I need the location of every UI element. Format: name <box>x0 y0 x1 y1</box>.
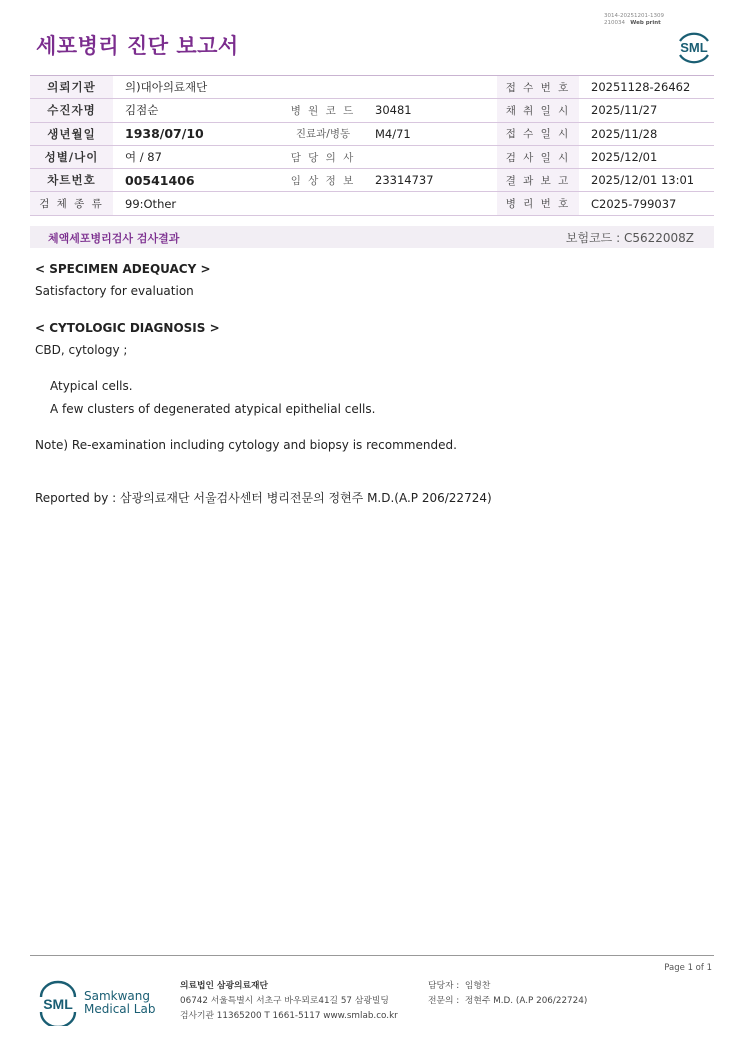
value-birth-date: 1938/07/10 <box>113 122 283 145</box>
table-row <box>30 145 714 168</box>
label-test-date: 검 사 일 시 <box>497 145 579 168</box>
footer-sml-logo-icon <box>36 980 80 1026</box>
label-patient-name: 수진자명 <box>30 99 113 122</box>
value-department-ward: M4/71 <box>363 122 497 145</box>
value-patient-name: 김점순 <box>113 99 283 122</box>
reported-by: Reported by : 삼광의료재단 서울검사센터 병리전문의 정현주 M.D.(A.P 206/22724) <box>35 491 492 505</box>
table-row <box>30 99 714 122</box>
value-hospital-code: 30481 <box>363 99 497 122</box>
footer-brand <box>84 990 155 1016</box>
page-number: Page 1 of 1 <box>664 963 712 973</box>
print-code <box>604 13 664 27</box>
diagnosis-finding-1: Atypical cells. <box>50 379 133 393</box>
print-code-line-2: 210034 <box>604 20 625 26</box>
brand-line-1: Samkwang <box>84 989 150 1003</box>
value-requesting-institution: 의)대아의료재단 <box>113 76 497 99</box>
brand-line-2: Medical Lab <box>84 1002 156 1016</box>
value-receipt-date: 2025/11/28 <box>579 122 714 145</box>
label-hospital-code: 병 원 코 드 <box>283 99 363 122</box>
table-row <box>30 76 714 99</box>
manager-name: 임형찬 <box>464 981 491 991</box>
value-result-report: 2025/12/01 13:01 <box>579 169 714 192</box>
label-clinical-info: 임 상 정 보 <box>283 169 363 192</box>
label-requesting-institution: 의뢰기관 <box>30 76 113 99</box>
value-sex-age: 여 / 87 <box>113 145 283 168</box>
value-pathology-number: C2025-799037 <box>579 192 714 215</box>
diagnosis-site: CBD, cytology ; <box>35 343 128 357</box>
value-receipt-number: 20251128-26462 <box>579 76 714 99</box>
org-name: 의료법인 삼광의료재단 <box>180 981 269 991</box>
report-title: 세포병리 진단 보고서 <box>36 34 239 58</box>
table-row <box>30 122 714 145</box>
footer-divider <box>30 955 714 956</box>
footer-organization <box>180 979 398 1024</box>
value-collection-date: 2025/11/27 <box>579 99 714 122</box>
value-clinical-info: 23314737 <box>363 169 497 192</box>
top-logo-text: SML <box>680 40 708 55</box>
label-sex-age: 성별/나이 <box>30 145 113 168</box>
recommendation-note: Note) Re-examination including cytology and biopsy is recommended. <box>35 438 457 452</box>
specimen-adequacy-text: Satisfactory for evaluation <box>35 284 194 298</box>
value-specimen-type: 99:Other <box>113 192 497 215</box>
web-print-label: Web print <box>630 20 661 26</box>
label-receipt-date: 접 수 일 시 <box>497 122 579 145</box>
label-specimen-type: 검 체 종 류 <box>30 192 113 215</box>
result-section-bar <box>30 226 714 248</box>
value-chart-number: 00541406 <box>113 169 283 192</box>
table-row <box>30 169 714 192</box>
sml-logo-icon <box>674 27 714 65</box>
specimen-adequacy-heading: < SPECIMEN ADEQUACY > <box>35 262 211 276</box>
patient-info-table <box>30 75 714 216</box>
label-result-report: 결 과 보 고 <box>497 169 579 192</box>
footer-logo-text: SML <box>43 996 73 1012</box>
insurance-code: 보험코드 : C5622008Z <box>565 231 694 245</box>
label-department-ward: 진료과/병동 <box>283 122 363 145</box>
manager-label: 담당자 : <box>428 981 460 991</box>
specialist-label: 전문의 : <box>428 996 460 1006</box>
value-attending-doctor <box>363 145 497 168</box>
label-receipt-number: 접 수 번 호 <box>497 76 579 99</box>
label-chart-number: 차트번호 <box>30 169 113 192</box>
org-contact: 검사기관 11365200 T 1661-5117 www.smlab.co.kr <box>180 1011 398 1021</box>
label-attending-doctor: 담 당 의 사 <box>283 145 363 168</box>
value-test-date: 2025/12/01 <box>579 145 714 168</box>
label-birth-date: 생년월일 <box>30 122 113 145</box>
specialist-name: 정현주 M.D. (A.P 206/22724) <box>464 996 588 1006</box>
diagnosis-finding-2: A few clusters of degenerated atypical epithelial cells. <box>50 402 376 416</box>
table-row <box>30 192 714 215</box>
label-collection-date: 채 취 일 시 <box>497 99 579 122</box>
result-section-title: 체액세포병리검사 검사결과 <box>48 232 180 245</box>
cytologic-diagnosis-heading: < CYTOLOGIC DIAGNOSIS > <box>35 321 220 335</box>
print-code-line-1: 3014-20251201-1309 <box>604 13 664 19</box>
label-pathology-number: 병 리 번 호 <box>497 192 579 215</box>
footer-staff <box>428 979 587 1009</box>
org-address: 06742 서울특별시 서초구 바우뫼로41길 57 삼광빌딩 <box>180 996 389 1006</box>
